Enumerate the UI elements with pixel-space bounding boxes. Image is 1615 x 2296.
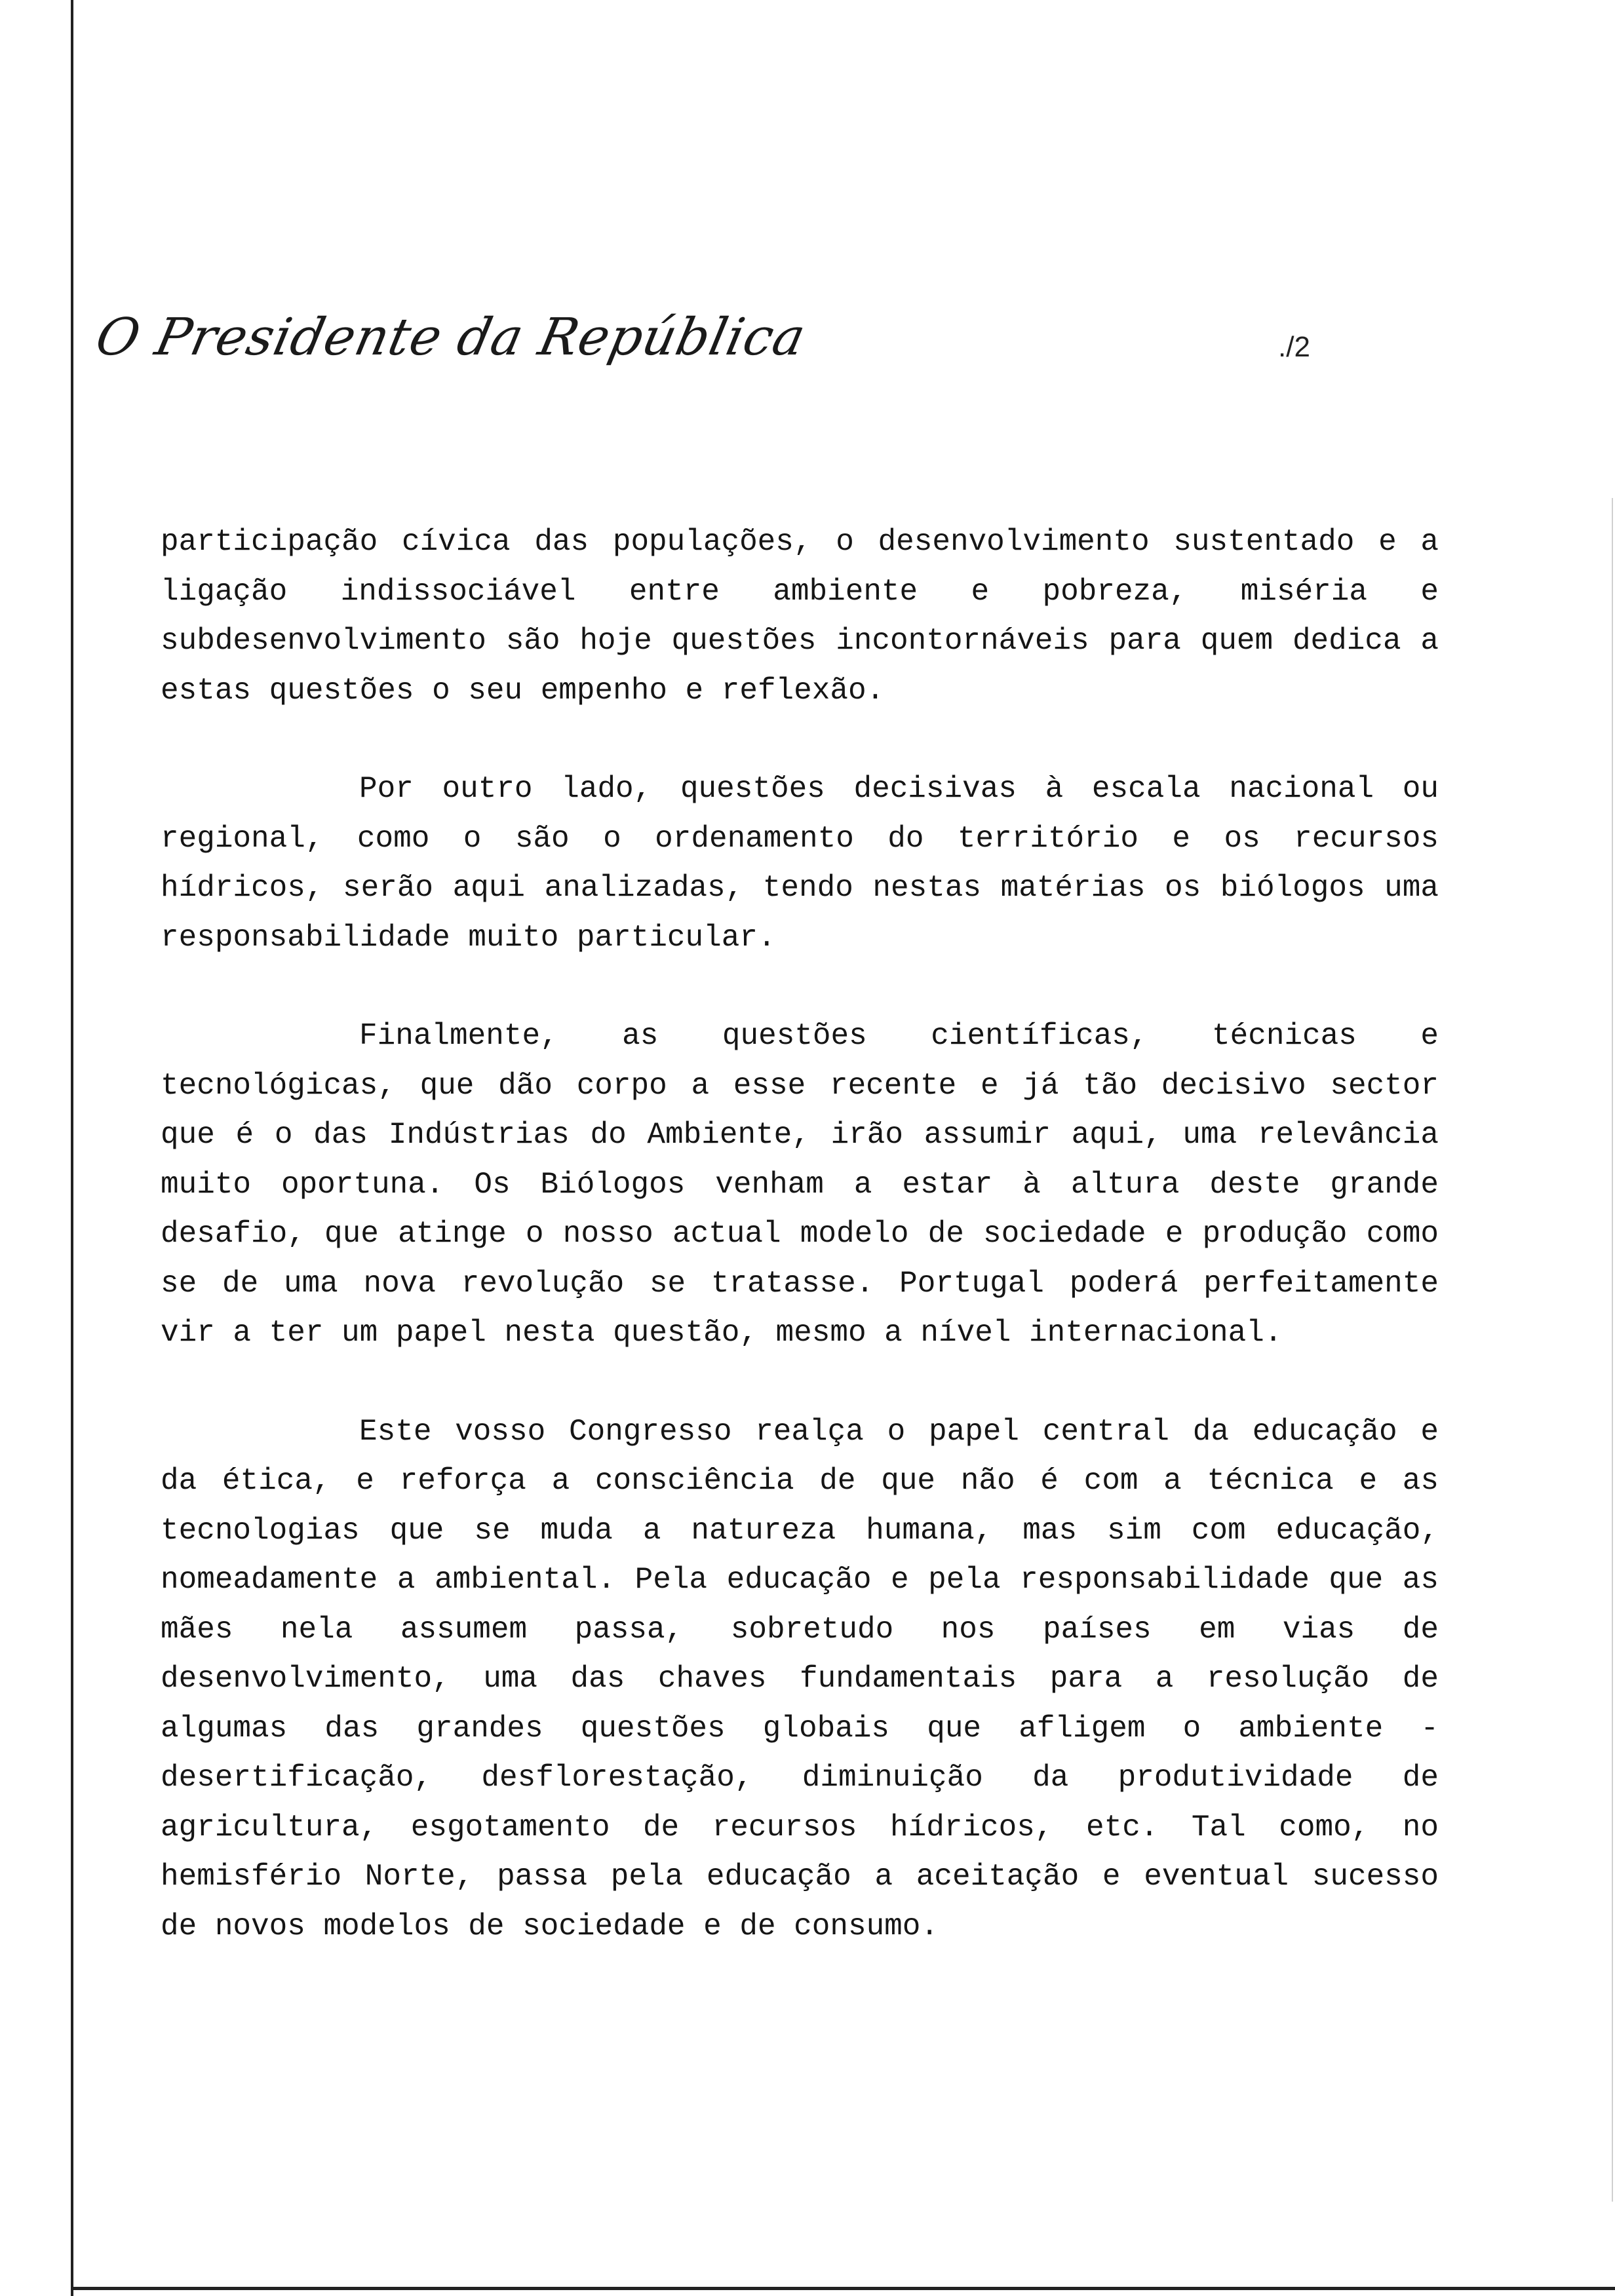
paragraph-4: Este vosso Congresso realça o papel central da educação e da ética, e reforça a consciência de que não é com a técnica e as tecnologias que se muda a natureza humana, mas sim com educação, nomeadamente a ambiental. Pela educação e pela responsabilidade que as mães nela assumem passa, sobretudo nos países em vias de desenvolvimento, uma das chaves fundamentais para a resolução de algumas das grandes questões globais que afligem o ambiente - desertificação, desflorestação, diminuição da produtividade de agricultura, esgotamento de recursos hídricos, etc. Tal como, no hemisfério Norte, passa pela educação a aceitação e eventual sucesso de novos modelos de sociedade e de consumo. bbox=[161, 1414, 1439, 1943]
scan-border-right bbox=[1612, 498, 1613, 2202]
paragraph-3: Finalmente, as questões científicas, técnicas e tecnológicas, que dão corpo a esse recente e já tão decisivo sector que é o das Indústrias do Ambiente, irão assumir aqui, uma relevância muito oportuna. Os Biólogos venham a estar à altura deste grande desafio, que atinge o nosso actual modelo de sociedade e produção como se de uma nova revolução se tratasse. Portugal poderá perfeitamente vir a ter um papel nesta questão, mesmo a nível internacional. bbox=[161, 1019, 1439, 1350]
letter-body bbox=[161, 518, 1439, 2000]
paragraph-2: Por outro lado, questões decisivas à escala nacional ou regional, como o são o ordenamento do território e os recursos hídricos, serão aqui analizadas, tendo nestas matérias os biólogos uma responsabilidade muito particular. bbox=[161, 772, 1439, 955]
scan-border-bottom bbox=[71, 2287, 1615, 2290]
scan-border-left bbox=[71, 0, 73, 2296]
page-number: ./2 bbox=[1278, 331, 1310, 363]
letterhead-title: O Presidente da República bbox=[90, 308, 811, 367]
paragraph-1: participação cívica das populações, o desenvolvimento sustentado e a ligação indissociável entre ambiente e pobreza, miséria e subdesenvolvimento são hoje questões incontornáveis para quem dedica a estas questões o seu empenho e reflexão. bbox=[161, 525, 1439, 708]
